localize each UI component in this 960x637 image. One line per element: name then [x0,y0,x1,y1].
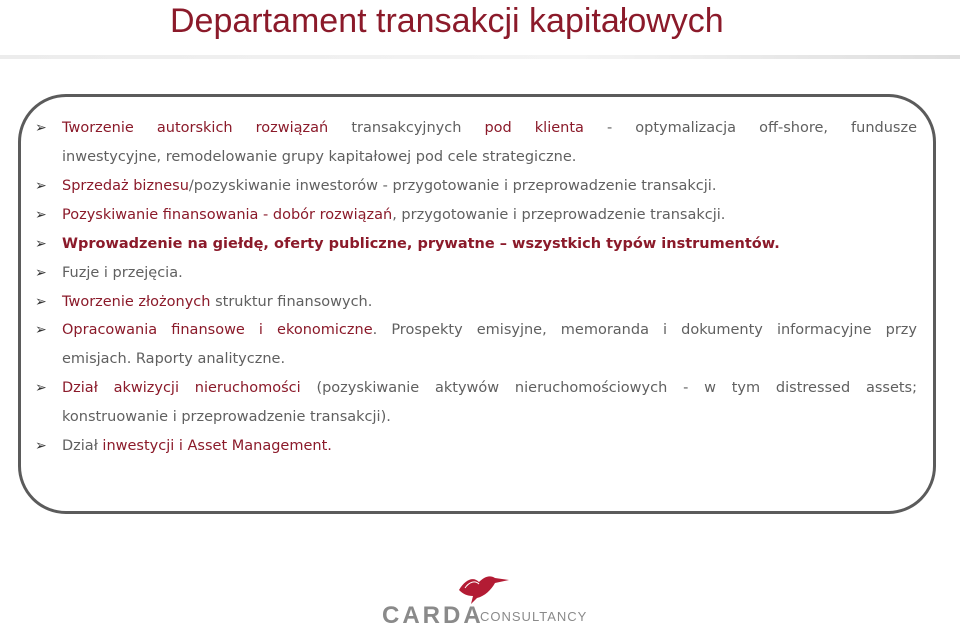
bullet-arrow-icon: ➢ [35,207,47,223]
logo-suffix-text: CONSULTANCY [480,609,588,624]
list-item: Tworzenie złożonych struktur finansowych. [62,294,373,310]
bullet-arrow-icon: ➢ [35,380,47,396]
list-item-continuation: emisjach. Raporty analityczne. [62,351,286,367]
list-item-continuation: inwestycyjne, remodelowanie grupy kapitałowej pod cele strategiczne. [62,149,577,165]
bullet-arrow-icon: ➢ [35,322,47,338]
bullet-arrow-icon: ➢ [35,438,47,454]
list-item: Opracowania finansowe i ekonomiczne. Prospekty emisyjne, memoranda i dokumenty informacyjne przy [62,322,917,338]
list-item: Pozyskiwanie finansowania - dobór rozwiązań, przygotowanie i przeprowadzenie transakcji. [62,207,726,223]
list-item: Tworzenie autorskich rozwiązań transakcyjnych pod klienta - optymalizacja off-shore, fundusze [62,120,918,136]
list-item-continuation: konstruowanie i przeprowadzenie transakcji). [62,409,391,425]
list-item: Wprowadzenie na giełdę, oferty publiczne, prywatne – wszystkich typów instrumentów. [62,236,780,252]
bullet-arrow-icon: ➢ [35,120,47,136]
title-divider [0,55,960,59]
page-title: Departament transakcji kapitałowych [170,2,724,40]
title-band [0,0,960,62]
bullet-arrow-icon: ➢ [35,178,47,194]
list-item: Dział inwestycji i Asset Management. [62,438,332,454]
hummingbird-icon [455,570,511,606]
logo-brand-text: CARDA [382,602,484,629]
bullet-arrow-icon: ➢ [35,294,47,310]
list-item: Dział akwizycji nieruchomości (pozyskiwanie aktywów nieruchomościowych - w tym distressed assets; [62,380,917,396]
list-item: Sprzedaż biznesu/pozyskiwanie inwestorów - przygotowanie i przeprowadzenie transakcji. [62,178,717,194]
bullet-arrow-icon: ➢ [35,265,47,281]
bullet-arrow-icon: ➢ [35,236,47,252]
list-item: Fuzje i przejęcia. [62,265,183,281]
